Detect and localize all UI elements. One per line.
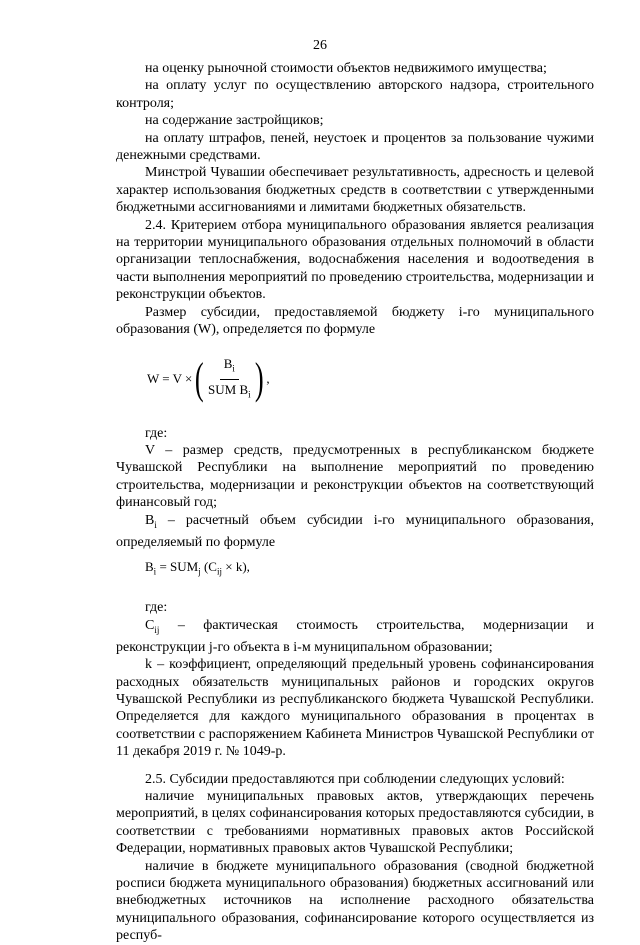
paragraph: $B_i$ – расчетный объем субсидии i-го муниципального образования, определяемый по формуле bbox=[116, 512, 594, 550]
paragraph: $C_{ij}$ – фактическая стоимость строительства, модернизации и реконструкции j-го объекта в i-м муниципальном образовании; bbox=[116, 617, 594, 655]
right-paren: ) bbox=[254, 354, 264, 403]
paragraph: Минстрой Чувашии обеспечивает результативность, адресность и целевой характер использования бюджетных средств в соответствии с утвержденными бюджетными ассигнованиями и лимитами бюджетных обязательств. bbox=[116, 165, 594, 216]
formula-tail: , bbox=[266, 371, 270, 387]
paragraph: на оплату штрафов, пеней, неустоек и процентов за пользование чужими денежными средствами. bbox=[116, 130, 594, 164]
paragraph: на оплату услуг по осуществлению авторского надзора, строительного контроля; bbox=[116, 78, 594, 111]
formula-w bbox=[116, 339, 594, 425]
page-number: 26 bbox=[313, 38, 327, 53]
paragraph: 2.5. Субсидии предоставляются при соблюдении следующих условий: bbox=[145, 771, 565, 787]
paragraph: Размер субсидии, предоставляемой бюджету i-го муниципального образования (W), определяется по формуле bbox=[116, 304, 594, 338]
formula-lhs: W = V × bbox=[147, 371, 193, 387]
paragraph: k – коэффициент, определяющий предельный уровень софинансирования расходных обязательств муниципальных районов и городских округов Чувашской Республики из республиканского бюджета Чувашской Республики. Определяется для каждого муниципального образования в процентах в соответствии с распоряжением Кабинета Министров Чувашской Республики от 11 декабря 2019 г. № 1049-р. bbox=[116, 657, 594, 760]
body-text bbox=[116, 60, 594, 945]
left-paren: ( bbox=[195, 354, 205, 403]
numerator: $B_i$ bbox=[220, 355, 239, 380]
denominator: SUM $B_i$ bbox=[208, 381, 251, 400]
where-label: где: bbox=[145, 600, 168, 616]
paragraph: на содержание застройщиков; bbox=[145, 113, 324, 129]
formula-b: $B_i = SUM_j$ $(C_{ij} \times k)$, bbox=[145, 559, 250, 577]
where-label: где: bbox=[145, 425, 168, 441]
paragraph: наличие муниципальных правовых актов, утверждающих перечень мероприятий, в целях софинансирования которых предоставляются субсидии, в соответствии с требованиями нормативных правовых актов Российской Федерации, нормативных правовых актов Чувашской Республики; bbox=[116, 789, 595, 857]
paragraph: на оценку рыночной стоимости объектов недвижимого имущества; bbox=[145, 61, 547, 76]
fraction bbox=[208, 355, 251, 404]
paragraph: 2.4. Критерием отбора муниципального образования является реализация на территории муниципального образования отдельных полномочий в области организации теплоснабжения, водоснабжения населения и водоотведения в части выполнения мероприятий по проведению строительства, модернизации и реконструкции объектов. bbox=[116, 217, 594, 303]
paragraph: V – размер средств, предусмотренных в республиканском бюджете Чувашской Республики на выполнение мероприятий по проведению строительства, модернизации и реконструкции объектов на соответствующий финансовый год; bbox=[116, 442, 594, 511]
paragraph: наличие в бюджете муниципального образования (сводной бюджетной росписи бюджета муниципального образования) бюджетных ассигнований или внебюджетных источников на исполнение расходного обязательства муниципального образования, софинансирование которого осуществляется из респуб- bbox=[116, 858, 594, 944]
